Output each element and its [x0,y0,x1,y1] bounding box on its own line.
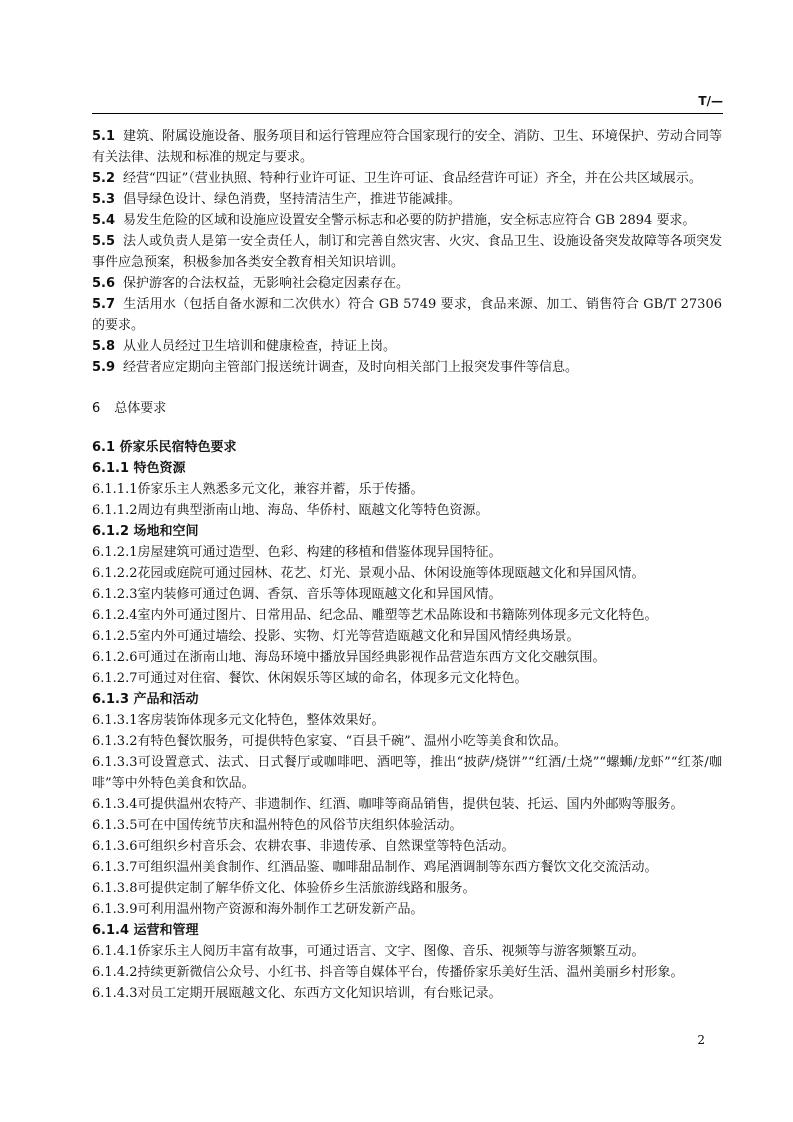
clause-item-number: 5.4 [92,213,116,228]
section-5-list [92,126,722,378]
subsection-6-1-2-list [92,542,722,689]
clause-item-number: 5.7 [92,297,116,312]
list-item-number: 6.1.1.2 [92,503,138,518]
list-item-text: 客房装饰体现多元文化特色，整体效果好。 [137,713,385,728]
page-number: 2 [697,1033,705,1047]
clause-item-number: 5.2 [92,171,116,186]
list-item-text: 侨家乐主人熟悉多元文化，兼容并蓄，乐于传播。 [137,482,424,497]
list-item [92,668,722,689]
list-item-number: 6.1.2.7 [92,671,138,686]
list-item-text: 可在中国传统节庆和温州特色的风俗节庆组织体验活动。 [137,818,463,833]
list-item-text: 侨家乐主人阅历丰富有故事，可通过语言、文字、图像、音乐、视频等与游客频繁互动。 [137,944,645,959]
subsection-6-1-2-title: 6.1.2 场地和空间 [92,524,199,539]
clause-item-text: 建筑、附属设施设备、服务项目和运行管理应符合国家现行的安全、消防、卫生、环境保护、劳动合同等有关法律、法规和标准的规定与要求。 [92,129,722,165]
list-item [92,962,722,983]
section-6-title: 总体要求 [114,401,167,416]
subsection-6-1-1-list [92,479,722,521]
list-item [92,899,722,920]
list-item-number: 6.1.2.3 [92,587,138,602]
list-item-text: 可通过在浙南山地、海岛环境中播放异国经典影视作品营造东西方文化交融氛围。 [137,650,606,665]
list-item [92,647,722,668]
clause-item [92,357,722,378]
subsection-6-1-title: 6.1 侨家乐民宿特色要求 [92,440,237,455]
clause-item-text: 倡导绿色设计、绿色消费，坚持清洁生产，推进节能减排。 [123,192,462,207]
list-item-text: 室内外可通过图片、日常用品、纪念品、雕塑等艺术品陈设和书籍陈列体现多元文化特色。 [137,608,658,623]
list-item-text: 室内装修可通过色调、香氛、音乐等体现瓯越文化和异国风情。 [137,587,502,602]
list-item-text: 可组织温州美食制作、红酒品鉴、咖啡甜品制作、鸡尾酒调制等东西方餐饮文化交流活动。 [137,860,658,875]
subsection-6-1-3-list [92,710,722,920]
section-6-heading [92,398,722,419]
list-item-text: 可利用温州物产资源和海外制作工艺研发新产品。 [137,902,424,917]
subsection-6-1-1-title: 6.1.1 特色资源 [92,461,186,476]
list-item-text: 室内外可通过墙绘、投影、实物、灯光等营造瓯越文化和异国风情经典场景。 [137,629,580,644]
list-item-text: 持续更新微信公众号、小红书、抖音等自媒体平台，传播侨家乐美好生活、温州美丽乡村形象。 [137,965,684,980]
clause-item-text: 法人或负责人是第一安全责任人，制订和完善自然灾害、火灾、食品卫生、设施设备突发故障等各项突发事件应急预案，积极参加各类安全教育相关知识培训。 [92,234,722,270]
clause-item-number: 5.6 [92,276,116,291]
subsection-6-1-3-title: 6.1.3 产品和活动 [92,692,199,707]
list-item-number: 6.1.2.1 [92,545,138,560]
list-item-text: 可提供温州农特产、非遗制作、红酒、咖啡等商品销售，提供包装、托运、国内外邮购等服务。 [137,797,684,812]
list-item-number: 6.1.3.2 [92,734,138,749]
list-item-number: 6.1.3.6 [92,839,138,854]
list-item [92,857,722,878]
clause-item-number: 5.1 [92,129,116,144]
list-item-number: 6.1.3.8 [92,881,138,896]
clause-item [92,126,722,168]
clause-item-text: 易发生危险的区域和设施应设置安全警示标志和必要的防护措施，安全标志应符合 GB 2894 要求。 [123,213,696,228]
clause-item [92,189,722,210]
list-item-text: 花园或庭院可通过园林、花艺、灯光、景观小品、休闲设施等体现瓯越文化和异国风情。 [137,566,645,581]
clause-item-text: 经营“四证”（营业执照、特种行业许可证、卫生许可证、食品经营许可证）齐全，并在公共区域展示。 [123,171,702,186]
clause-item [92,168,722,189]
list-item [92,563,722,584]
list-item [92,479,722,500]
list-item-number: 6.1.4.2 [92,965,138,980]
list-item [92,542,722,563]
list-item [92,983,722,1004]
list-item-number: 6.1.3.1 [92,713,138,728]
clause-item [92,294,722,336]
clause-item-text: 保护游客的合法权益，无影响社会稳定因素存在。 [123,276,410,291]
clause-item [92,273,722,294]
section-6-number: 6 [92,401,101,416]
list-item-number: 6.1.3.4 [92,797,138,812]
document-body [92,126,722,1004]
list-item-text: 对员工定期开展瓯越文化、东西方文化知识培训，有台账记录。 [137,986,502,1001]
subsection-6-1-4-list [92,941,722,1004]
list-item-text: 周边有典型浙南山地、海岛、华侨村、瓯越文化等特色资源。 [137,503,489,518]
list-item-number: 6.1.2.2 [92,566,138,581]
clause-item-text: 生活用水（包括自备水源和二次供水）符合 GB 5749 要求，食品来源、加工、销售符合 GB/T 27306 的要求。 [92,297,722,333]
clause-item-number: 5.3 [92,192,116,207]
list-item-text: 可组织乡村音乐会、农耕农事、非遗传承、自然课堂等特色活动。 [137,839,515,854]
clause-item-number: 5.8 [92,339,116,354]
list-item [92,815,722,836]
list-item-number: 6.1.2.4 [92,608,138,623]
list-item [92,941,722,962]
list-item [92,626,722,647]
list-item [92,836,722,857]
list-item [92,584,722,605]
clause-item-text: 经营者应定期向主管部门报送统计调查，及时向相关部门上报突发事件等信息。 [123,360,579,375]
list-item-number: 6.1.1.1 [92,482,138,497]
list-item [92,500,722,521]
list-item [92,710,722,731]
list-item [92,731,722,752]
clause-item-text: 从业人员经过卫生培训和健康检查，持证上岗。 [123,339,397,354]
list-item-number: 6.1.3.3 [92,755,138,770]
clause-item [92,336,722,357]
clause-item [92,231,722,273]
list-item-number: 6.1.3.7 [92,860,138,875]
list-item-number: 6.1.2.6 [92,650,138,665]
clause-item-number: 5.5 [92,234,116,249]
list-item-text: 房屋建筑可通过造型、色彩、构建的移植和借鉴体现异国特征。 [137,545,502,560]
list-item-text: 可通过对住宿、餐饮、休闲娱乐等区域的命名，体现多元文化特色。 [137,671,528,686]
clause-item-number: 5.9 [92,360,116,375]
list-item [92,752,722,794]
list-item-text: 有特色餐饮服务，可提供特色家宴、“百县千碗”、温州小吃等美食和饮品。 [137,734,567,749]
header-divider [92,113,723,114]
list-item-number: 6.1.3.5 [92,818,138,833]
list-item [92,794,722,815]
clause-item [92,210,722,231]
list-item-text: 可提供定制了解华侨文化、体验侨乡生活旅游线路和服务。 [137,881,476,896]
list-item-number: 6.1.3.9 [92,902,138,917]
list-item [92,605,722,626]
list-item [92,878,722,899]
subsection-6-1-4-title: 6.1.4 运营和管理 [92,923,199,938]
list-item-text: 可设置意式、法式、日式餐厅或咖啡吧、酒吧等，推出“披萨/烧饼”“红酒/土烧”“螺蛳/龙虾”“红茶/咖啡”等中外特色美食和饮品。 [92,755,722,791]
list-item-number: 6.1.4.3 [92,986,138,1001]
list-item-number: 6.1.2.5 [92,629,138,644]
standard-code: T/— [698,94,723,108]
list-item-number: 6.1.4.1 [92,944,138,959]
